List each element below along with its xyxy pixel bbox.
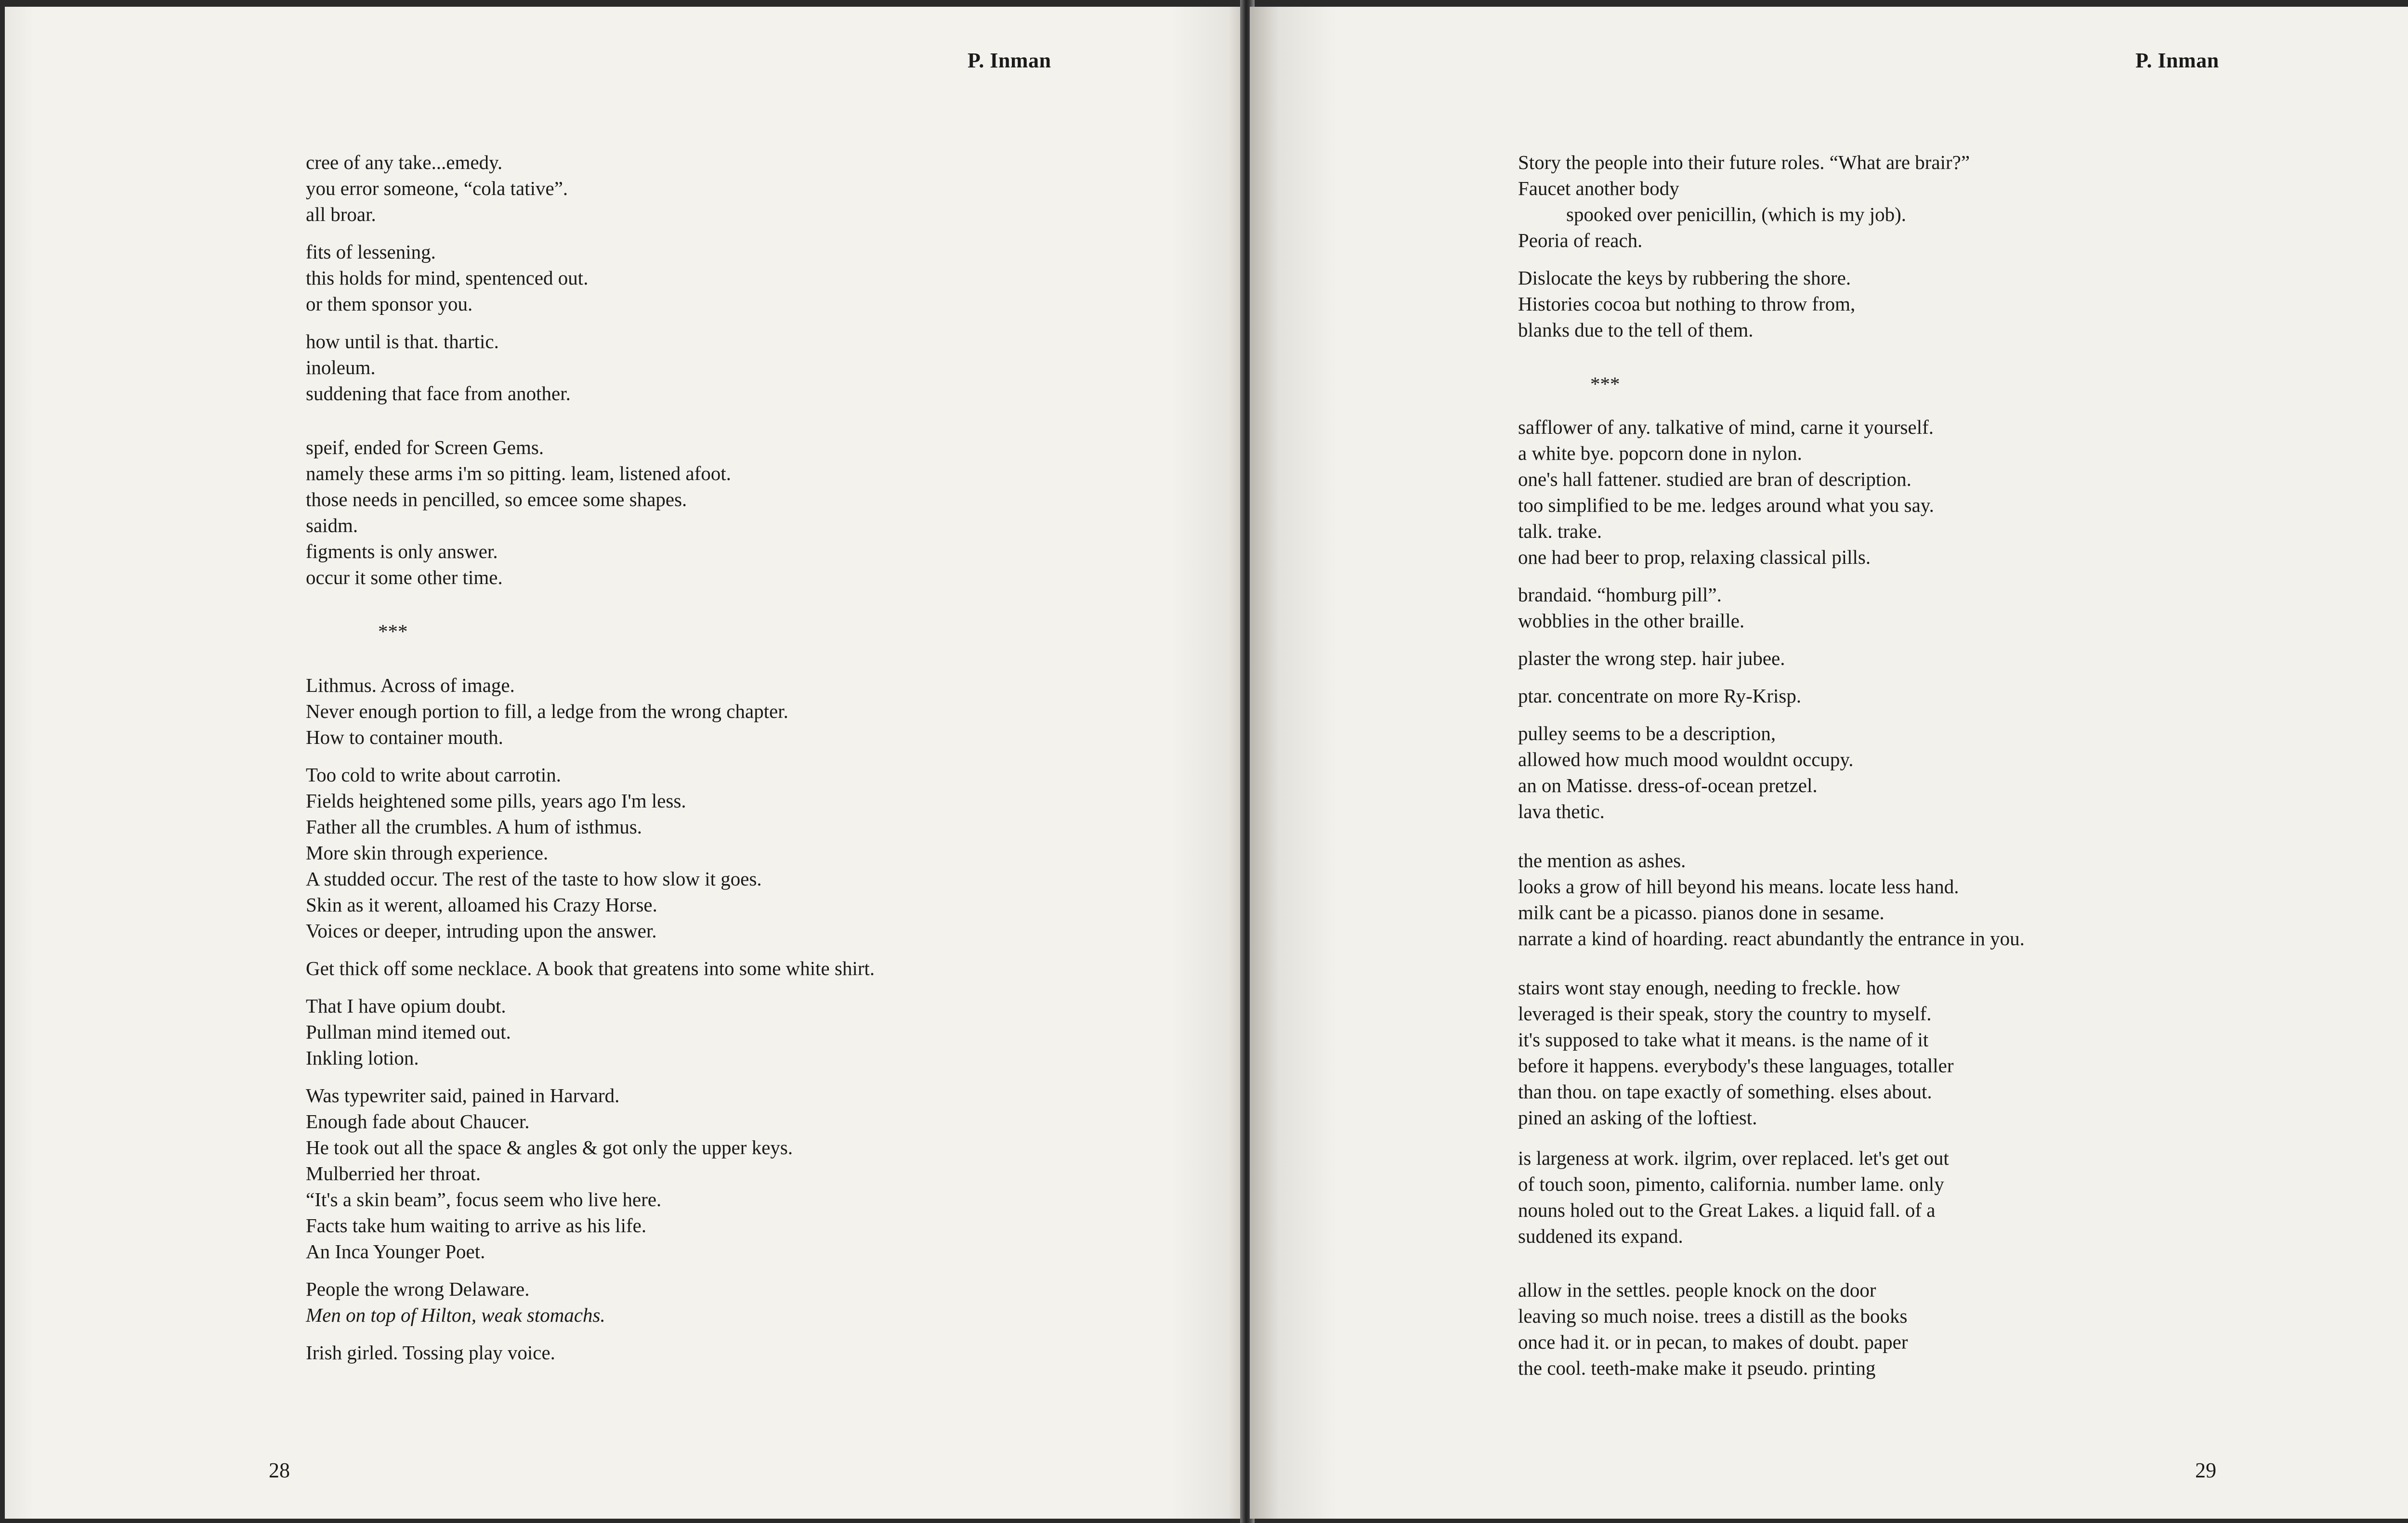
stanza bbox=[1518, 1145, 2408, 1249]
poem-line: inoleum. bbox=[306, 356, 376, 378]
stanza bbox=[306, 328, 1221, 406]
poem-line: suddened its expand. bbox=[1518, 1225, 1683, 1247]
poem-line: one had beer to prop, relaxing classical pills. bbox=[1518, 546, 1871, 568]
poem-line: pulley seems to be a description, bbox=[1518, 722, 1776, 744]
stanza bbox=[306, 434, 1221, 590]
poem-line: those needs in pencilled, so emcee some shapes. bbox=[306, 488, 687, 510]
poem-line: milk cant be a picasso. pianos done in sesame. bbox=[1518, 901, 1885, 924]
poem-line: once had it. or in pecan, to makes of doubt. paper bbox=[1518, 1331, 1908, 1353]
stanza bbox=[306, 1340, 1221, 1366]
poem-line: or them sponsor you. bbox=[306, 293, 473, 315]
stanza bbox=[1518, 683, 2408, 709]
poem-line: nouns holed out to the Great Lakes. a liquid fall. of a bbox=[1518, 1199, 1936, 1221]
stanza bbox=[1518, 582, 2408, 634]
stanza bbox=[306, 955, 1221, 981]
poem-line: brandaid. “homburg pill”. bbox=[1518, 584, 1722, 606]
poem-line: Irish girled. Tossing play voice. bbox=[306, 1341, 555, 1364]
poem-line: Dislocate the keys by rubbering the shore. bbox=[1518, 267, 1851, 289]
poem-line: speif, ended for Screen Gems. bbox=[306, 436, 544, 458]
poem-line: fits of lessening. bbox=[306, 241, 436, 263]
poem-line: all broar. bbox=[306, 203, 376, 225]
poem-line: it's supposed to take what it means. is the name of it bbox=[1518, 1028, 1929, 1051]
poem-line: Facts take hum waiting to arrive as his life. bbox=[306, 1214, 647, 1237]
poem-line: the mention as ashes. bbox=[1518, 849, 1686, 872]
poem-line: leaving so much noise. trees a distill as the books bbox=[1518, 1305, 1908, 1327]
stanza bbox=[306, 762, 1221, 944]
stanza bbox=[1518, 265, 2408, 343]
poem-line: narrate a kind of hoarding. react abundantly the entrance in you. bbox=[1518, 927, 2025, 950]
poem-line: “It's a skin beam”, focus seem who live here. bbox=[306, 1188, 662, 1211]
poem-line: before it happens. everybody's these languages, totaller bbox=[1518, 1054, 1954, 1077]
poem-line: a white bye. popcorn done in nylon. bbox=[1518, 442, 1802, 464]
poem-line: Voices or deeper, intruding upon the answer. bbox=[306, 920, 657, 942]
poem-line: Never enough portion to fill, a ledge from the wrong chapter. bbox=[306, 700, 788, 722]
poem-line: allowed how much mood wouldnt occupy. bbox=[1518, 748, 1854, 770]
poem-line: cree of any take...emedy. bbox=[306, 151, 503, 173]
poem-line: leveraged is their speak, story the country to myself. bbox=[1518, 1002, 1932, 1025]
page-number-right: 29 bbox=[2195, 1458, 2216, 1482]
poem-column-right bbox=[1518, 149, 2408, 1381]
poem-line: How to container mouth. bbox=[306, 726, 503, 748]
poem-line: Men on top of Hilton, weak stomachs. bbox=[306, 1304, 605, 1326]
poem-line: an on Matisse. dress-of-ocean pretzel. bbox=[1518, 774, 1818, 796]
running-head-left: P. Inman bbox=[968, 49, 1051, 72]
poem-line: People the wrong Delaware. bbox=[306, 1278, 530, 1300]
poem-line: lava thetic. bbox=[1518, 800, 1605, 822]
stanza bbox=[1518, 149, 2408, 253]
poem-line: is largeness at work. ilgrim, over replaced. let's get out bbox=[1518, 1147, 1949, 1169]
stanza bbox=[306, 993, 1221, 1071]
stanza bbox=[306, 1276, 1221, 1328]
poem-line: Get thick off some necklace. A book that greatens into some white shirt. bbox=[306, 957, 875, 979]
poem-line: Inkling lotion. bbox=[306, 1047, 419, 1069]
poem-line: Story the people into their future roles. “What are brair?” bbox=[1518, 151, 1970, 173]
poem-line: blanks due to the tell of them. bbox=[1518, 319, 1754, 341]
poem-line: plaster the wrong step. hair jubee. bbox=[1518, 647, 1785, 669]
poem-line: Pullman mind itemed out. bbox=[306, 1021, 511, 1043]
poem-column-left bbox=[306, 149, 1221, 1366]
poem-line: A studded occur. The rest of the taste to how slow it goes. bbox=[306, 868, 762, 890]
poem-line: Enough fade about Chaucer. bbox=[306, 1110, 530, 1132]
stanza bbox=[1518, 645, 2408, 671]
poem-line: Mulberried her throat. bbox=[306, 1162, 481, 1185]
poem-line: namely these arms i'm so pitting. leam, listened afoot. bbox=[306, 462, 732, 484]
poem-line: looks a grow of hill beyond his means. locate less hand. bbox=[1518, 875, 1959, 898]
poem-line: talk. trake. bbox=[1518, 520, 1602, 542]
poem-line: Skin as it werent, alloamed his Crazy Horse. bbox=[306, 894, 657, 916]
poem-line: how until is that. thartic. bbox=[306, 330, 499, 352]
poem-line: Histories cocoa but nothing to throw from, bbox=[1518, 293, 1856, 315]
poem-line: spooked over penicillin, (which is my job). bbox=[1566, 203, 1906, 225]
poem-line: wobblies in the other braille. bbox=[1518, 610, 1745, 632]
asterisk-divider: *** bbox=[378, 620, 408, 642]
stanza bbox=[306, 149, 1221, 227]
stanza bbox=[306, 672, 1221, 750]
poem-line: this holds for mind, spentenced out. bbox=[306, 267, 589, 289]
stanza bbox=[306, 239, 1221, 317]
poem-line: the cool. teeth-make make it pseudo. printing bbox=[1518, 1357, 1876, 1379]
poem-line: Peoria of reach. bbox=[1518, 229, 1643, 251]
poem-line: Was typewriter said, pained in Harvard. bbox=[306, 1084, 620, 1106]
poem-line: allow in the settles. people knock on the door bbox=[1518, 1279, 1876, 1301]
poem-line: stairs wont stay enough, needing to freckle. how bbox=[1518, 976, 1900, 999]
stanza bbox=[1518, 975, 2408, 1131]
running-head-right: P. Inman bbox=[2135, 49, 2219, 72]
poem-line: That I have opium doubt. bbox=[306, 995, 506, 1017]
poem-line: Father all the crumbles. A hum of isthmus. bbox=[306, 816, 642, 838]
left-page bbox=[5, 7, 1245, 1519]
section-break bbox=[306, 618, 1221, 644]
right-page bbox=[1250, 7, 2408, 1519]
poem-line: one's hall fattener. studied are bran of description. bbox=[1518, 468, 1911, 490]
poem-line: Too cold to write about carrotin. bbox=[306, 764, 561, 786]
poem-line: of touch soon, pimento, california. number lame. only bbox=[1518, 1173, 1944, 1195]
poem-line: Faucet another body bbox=[1518, 177, 1679, 199]
page-number-left: 28 bbox=[269, 1458, 290, 1482]
stanza bbox=[1518, 414, 2408, 570]
asterisk-divider: *** bbox=[1590, 373, 1620, 395]
poem-line: too simplified to be me. ledges around what you say. bbox=[1518, 494, 1934, 516]
section-break bbox=[1518, 371, 2408, 397]
stanza bbox=[306, 1082, 1221, 1264]
poem-line: figments is only answer. bbox=[306, 540, 498, 562]
poem-line: you error someone, “cola tative”. bbox=[306, 177, 568, 199]
poem-line: pined an asking of the loftiest. bbox=[1518, 1106, 1757, 1129]
poem-line: He took out all the space & angles & got only the upper keys. bbox=[306, 1136, 793, 1159]
poem-line: occur it some other time. bbox=[306, 566, 503, 588]
poem-line: ptar. concentrate on more Ry-Krisp. bbox=[1518, 685, 1802, 707]
poem-line: suddening that face from another. bbox=[306, 382, 571, 404]
poem-line: Lithmus. Across of image. bbox=[306, 674, 515, 696]
stanza bbox=[1518, 1277, 2408, 1381]
poem-line: Fields heightened some pills, years ago I'm less. bbox=[306, 790, 686, 812]
stanza bbox=[1518, 720, 2408, 824]
poem-line: More skin through experience. bbox=[306, 842, 549, 864]
poem-line: saidm. bbox=[306, 514, 358, 536]
poem-line: safflower of any. talkative of mind, carne it yourself. bbox=[1518, 416, 1934, 438]
poem-line: than thou. on tape exactly of something. elses about. bbox=[1518, 1080, 1932, 1103]
poem-line: An Inca Younger Poet. bbox=[306, 1240, 485, 1263]
stanza bbox=[1518, 847, 2408, 951]
